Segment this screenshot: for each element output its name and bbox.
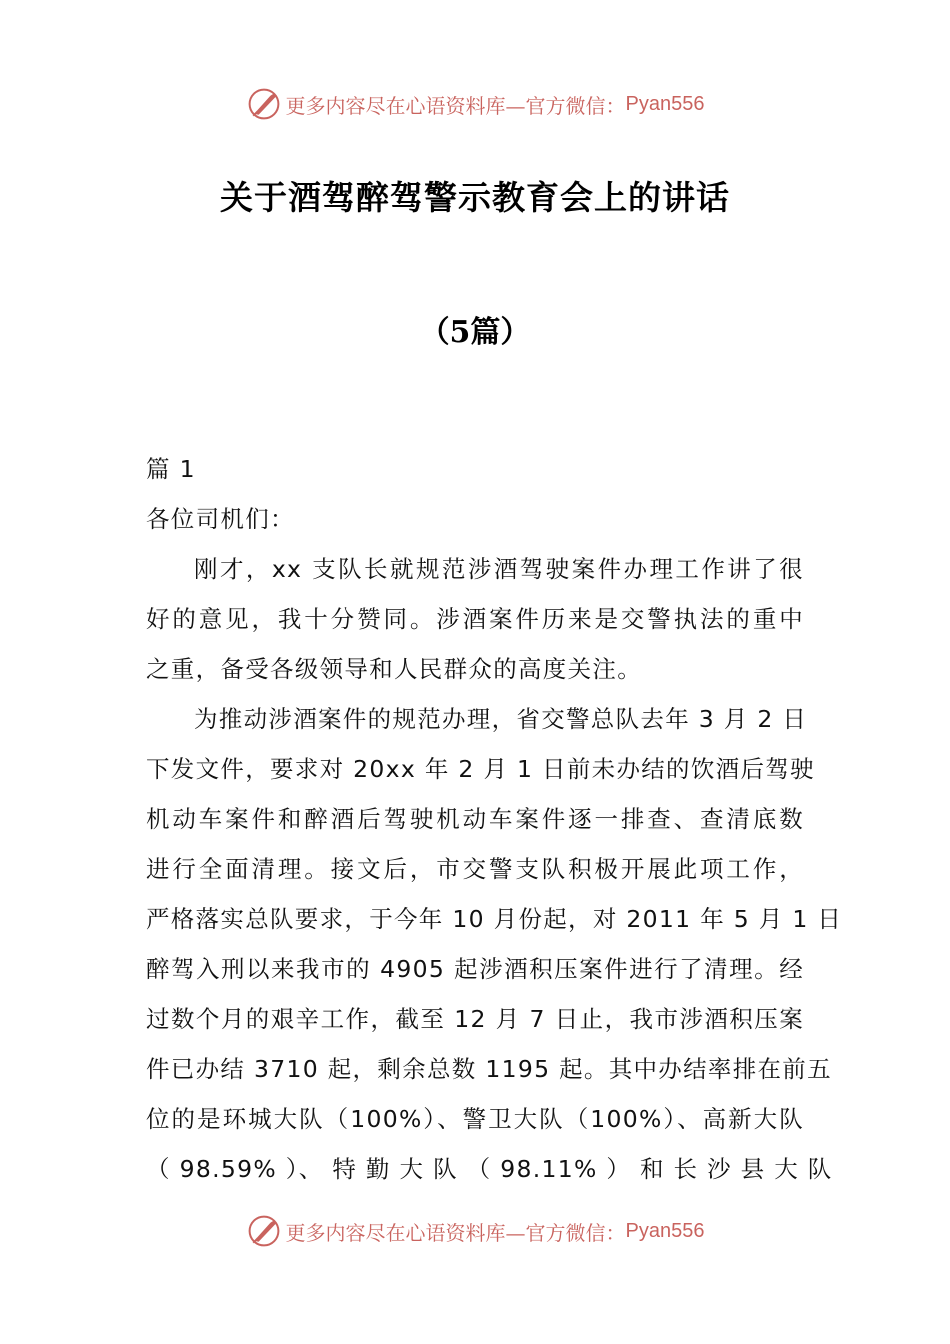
document-subtitle: （5篇） — [419, 315, 531, 350]
body-line: 之重，备受各级领导和人民群众的高度关注。 — [146, 655, 642, 683]
quill-logo-icon — [246, 1213, 282, 1249]
body-line: （ 98.59% ）、 特 勤 大 队 （ 98.11% ） 和 长 沙 县 大 队 — [146, 1155, 833, 1183]
header-watermark-banner — [0, 84, 950, 124]
banner-wechat-id: Pyan556 — [625, 92, 705, 115]
body-line: 为推动涉酒案件的规范办理，省交警总队去年 3 月 2 日 — [194, 705, 808, 733]
body-line: 醉驾入刑以来我市的 4905 起涉酒积压案件进行了清理。经 — [146, 955, 804, 983]
banner-text: 更多内容尽在心语资料库—官方微信： — [285, 1220, 626, 1245]
body-line: 位的是环城大队（100%）、警卫大队（100%）、高新大队 — [146, 1105, 804, 1133]
body-line: 严格落实总队要求，于今年 10 月份起，对 2011 年 5 月 1 日 — [146, 905, 843, 933]
body-line: 机动车案件和醉酒后驾驶机动车案件逐一排查、查清底数 — [146, 805, 804, 833]
banner-wechat-id: Pyan556 — [625, 1219, 705, 1242]
body-line: 下发文件，要求对 20xx 年 2 月 1 日前未办结的饮酒后驾驶 — [146, 755, 815, 783]
body-line: 件已办结 3710 起，剩余总数 1195 起。其中办结率排在前五 — [146, 1055, 832, 1083]
body-line: 刚才，xx 支队长就规范涉酒驾驶案件办理工作讲了很 — [194, 555, 804, 583]
footer-watermark-banner — [0, 1211, 950, 1251]
body-line: 好的意见，我十分赞同。涉酒案件历来是交警执法的重中 — [146, 605, 804, 633]
salutation: 各位司机们： — [146, 505, 295, 533]
document-body — [146, 444, 843, 1194]
section-heading: 篇 1 — [146, 455, 196, 483]
body-line: 过数个月的艰辛工作，截至 12 月 7 日止，我市涉酒积压案 — [146, 1005, 804, 1033]
banner-text: 更多内容尽在心语资料库—官方微信： — [285, 93, 626, 118]
document-title: 关于酒驾醉驾警示教育会上的讲话 — [220, 178, 730, 217]
body-line: 进行全面清理。接文后，市交警支队积极开展此项工作， — [146, 855, 804, 883]
quill-logo-icon — [246, 86, 282, 122]
